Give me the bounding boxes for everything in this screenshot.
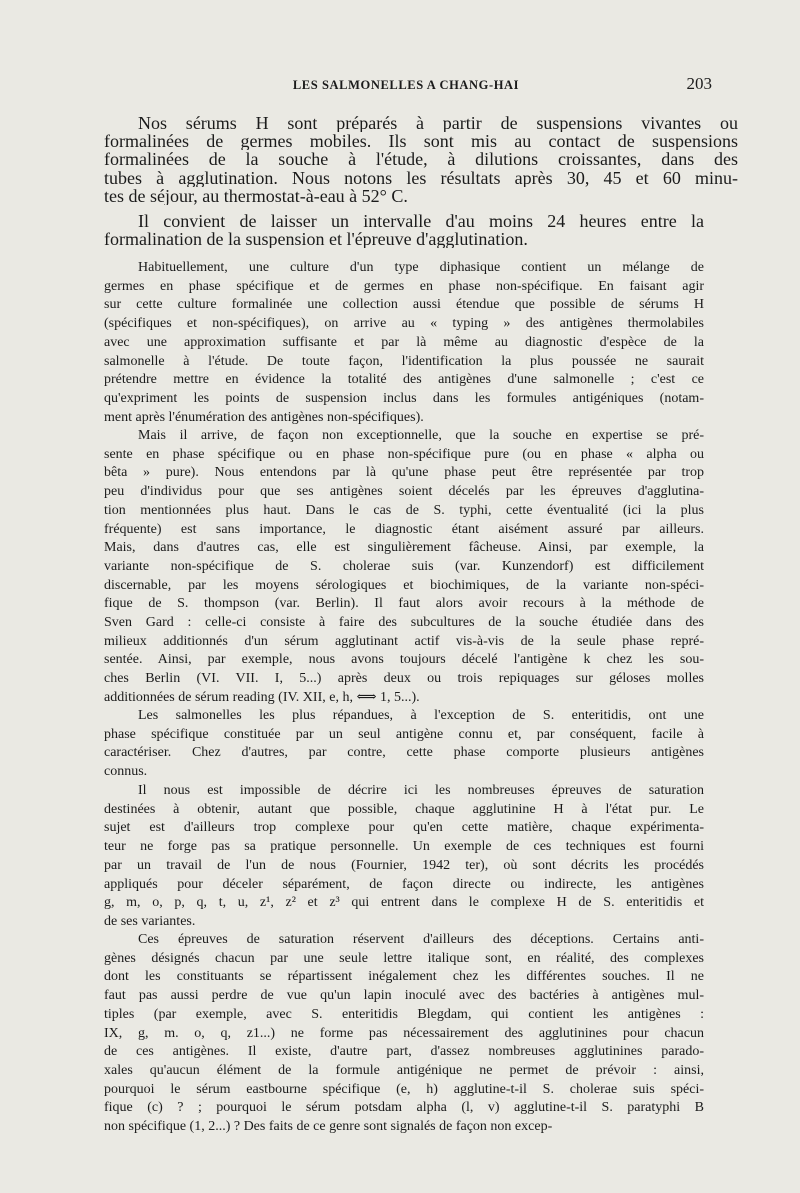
text-line: Habituellement, une culture d'un type diphasique contient un mélange de (138, 260, 704, 275)
text-line: destinées à obtenir, autant que possible, chaque agglutinine H à l'état pur. Le (104, 801, 704, 817)
text-line: Nos sérums H sont préparés à partir de suspensions vivantes ou (138, 114, 738, 133)
text-line: caractériser. Chez d'autres, par contre, cette phase comporte plusieurs antigènes (104, 745, 704, 761)
text-line: formalinées de la souche à l'étude, à dilutions croissantes, dans des (104, 150, 738, 169)
text-line: fique de S. thompson (var. Berlin). Il faut alors avoir recours à la méthode de (104, 596, 704, 612)
page-header (100, 74, 712, 98)
text-line: salmonelle à l'étude. De toute façon, l'identification la plus poussée ne saurait (104, 353, 704, 369)
text-line: prétendre mettre en évidence la totalité des antigènes d'une salmonelle ; c'est ce (104, 372, 704, 388)
text-line: teur ne forge pas sa pratique personnelle. Un exemple de ces techniques est fourni (104, 839, 704, 855)
text-line: Mais, dans d'autres cas, elle est singulièrement fâcheuse. Ainsi, par exemple, la (104, 540, 704, 556)
paragraph-serums-preparation (104, 114, 738, 205)
text-line: bêta » pure). Nous entendons par là qu'une phase peut être représentée par trop (104, 465, 704, 481)
text-line: additionnées de sérum reading (IV. XII, e, h, ⟺ 1, 5...). (104, 689, 420, 705)
text-line: discernable, par les moyens sérologiques et biochimiques, de la variante non-spéci- (104, 577, 704, 593)
text-line: tion mentionnées plus haut. Dans le cas de S. typhi, cette éventualité (ici la plus (104, 502, 704, 518)
text-line: avec une approximation suffisante et par là même au diagnostic d'espèce de la (104, 334, 704, 350)
text-line: sur cette culture formalinée une collection aussi étendue que possible de sérums H (104, 297, 704, 313)
text-line: germes en phase spécifique et de germes en phase non-spécifique. En faisant agir (104, 278, 704, 294)
text-line: Mais il arrive, de façon non exceptionnelle, que la souche en expertise se pré- (138, 428, 704, 443)
text-line: Il nous est impossible de décrire ici les nombreuses épreuves de saturation (138, 783, 704, 798)
text-line: connus. (104, 764, 148, 780)
text-line: peu d'individus pour que ses antigènes soient décelés par les épreuves d'agglutina- (104, 484, 704, 500)
text-line: non spécifique (1, 2...) ? Des faits de ce genre sont signalés de façon non excep- (104, 1119, 553, 1135)
text-line: Ces épreuves de saturation réservent d'ailleurs des déceptions. Certains anti- (138, 932, 704, 947)
text-line: qu'expriment les points de suspension inclus dans les formules antigéniques (notam- (104, 390, 704, 406)
paragraph-intervalle (104, 212, 704, 248)
paragraph-epreuves-saturation (104, 782, 704, 932)
text-line: Il convient de laisser un intervalle d'au moins 24 heures entre la (138, 212, 704, 231)
text-line: fréquente) est sans importance, le diagnostic étant aisément assuré par ailleurs. (104, 521, 704, 537)
paragraph-habituellement (104, 259, 704, 427)
paragraph-mais-il-arrive (104, 427, 704, 708)
text-line: tubes à agglutination. Nous notons les résultats après 30, 45 et 60 minu- (104, 168, 738, 187)
text-line: variante non-spécifique de S. cholerae suis (var. Kunzendorf) est difficilement (104, 558, 704, 574)
text-line: dont les constituants se répartissent inégalement chez les différentes souches. Il ne (104, 969, 704, 985)
text-line: phase spécifique constituée par un seul antigène connu et, par conséquent, facile à (104, 726, 704, 742)
text-line: formalination de la suspension et l'épreuve d'agglutination. (104, 230, 528, 249)
text-line: formalinées de germes mobiles. Ils sont mis au contact de suspensions (104, 132, 738, 151)
text-line: tes de séjour, au thermostat-à-eau à 52° C. (104, 186, 408, 206)
text-line: pourquoi le sérum eastbourne spécifique (e, h) agglutine-t-il S. cholerae suis spéci- (104, 1081, 704, 1097)
text-line: par un travail de l'un de nous (Fournier, 1942 ter), où sont décrits les procédés (104, 857, 704, 873)
text-line: xales qu'aucun élément de la formule antigénique ne permet de prévoir : ainsi, (104, 1062, 704, 1078)
paragraph-deceptions (104, 931, 704, 1137)
text-line: sujet est d'ailleurs trop complexe pour qu'en cette matière, chaque expérimenta- (104, 820, 704, 836)
text-line: IX, g, m. o, q, z1...) ne forme pas nécessairement des agglutinines pour chacun (104, 1025, 704, 1041)
text-line: Les salmonelles les plus répandues, à l'exception de S. enteritidis, ont une (138, 708, 704, 723)
text-line: ches Berlin (VI. VII. I, 5...) après deux ou trois repiquages sur géloses molles (104, 671, 704, 687)
text-line: milieux additionnés d'un sérum agglutinant actif vis-à-vis de la seule phase repré- (104, 633, 704, 649)
page-number: 203 (686, 74, 712, 93)
text-line: sentée. Ainsi, par exemple, nous avons toujours décelé l'antigène k chez les sou- (104, 652, 704, 668)
text-line: g, m, o, p, q, t, u, z¹, z² et z³ qui entrent dans le complexe H de S. enteritidis et (104, 895, 704, 911)
paragraph-salmonelles-repandues (104, 707, 704, 782)
text-line: (spécifiques et non-spécifiques), on arrive au « typing » des antigènes thermolabiles (104, 316, 704, 332)
text-line: ment après l'énumération des antigènes non-spécifiques). (104, 409, 424, 425)
text-line: de ses variantes. (104, 913, 196, 929)
text-line: gènes désignés chacun par une seule lettre italique sont, en réalité, des complexes (104, 950, 704, 966)
text-line: Sven Gard : celle-ci consiste à faire des subcultures de la souche étudiée dans des (104, 615, 704, 631)
text-line: fique (c) ? ; pourquoi le sérum potsdam alpha (l, v) agglutine-t-il S. paratyphi B (104, 1100, 704, 1116)
text-line: de ces antigènes. Il existe, d'autre part, d'assez nombreuses agglutinines parado- (104, 1044, 704, 1060)
running-title: LES SALMONELLES A CHANG-HAI (292, 78, 520, 92)
text-line: sente en phase spécifique ou en phase non-spécifique pure (ou en phase « alpha ou (104, 446, 704, 462)
text-line: tiples (par exemple, avec S. enteritidis Blegdam, qui contient les antigènes : (104, 1006, 704, 1022)
text-line: appliqués pour déceler séparément, de façon directe ou indirecte, les antigènes (104, 876, 704, 892)
text-line: faut pas aussi perdre de vue qu'un lapin inoculé avec des bactéries à antigènes mul- (104, 988, 704, 1004)
